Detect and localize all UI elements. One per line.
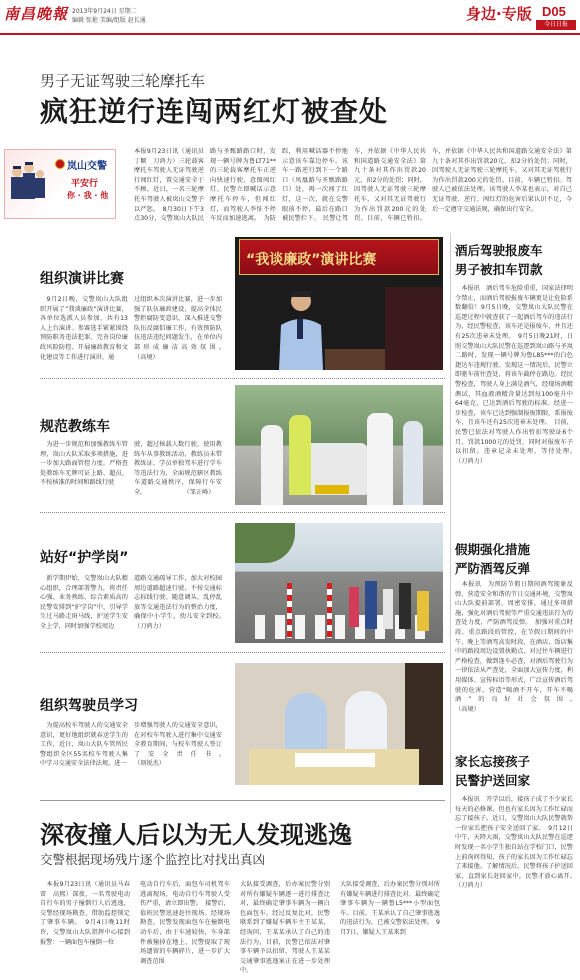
driving-school-photo xyxy=(235,385,443,505)
bottom-body-col-2: 电动自行车后，面包车司机驾车逃离现场，电动自行车驾驶人受伤严重，请立即出警。 接警后，值班民警迅速赶往现场。经现场勘查，民警发现面包车在撞倒电动车后，由于车速较快，车身部件被撞掉在地上，民警提取了现场遗留的车辆碎片，进一步扩大调查范围 xyxy=(140,881,230,965)
story-title-driving-school-cars: 规范教练车 xyxy=(40,419,110,435)
story-1-col-b: 过组织本次演讲比赛，进一步加强了队伍廉政建设，提高全体民警拒腐防变意识，深入推进交警队伍反腐倡廉工作，有效预防队伍违法违纪问题发生，在单位内部形成廉洁高效氛围。 （高境） xyxy=(134,296,222,361)
sidebar-story-3-body: 本报讯 开学以后，接孩子成了不少家长每天的必修课，但也有家长因为工作忙碌而忘了接孩子。近日，交警岚山大队民警就帮一位家长把孩子安全送回了家。 9月12日中午，天降大雨，交警岚山大队民警在巡逻时发现一名小学生独自站在学校门口，民警上前询问得知，孩子的家长因为工作忙碌忘了来接他。了解情况后，民警将孩子护送回家，直到家长赶回家中，民警才放心离开。 （刀鸿力） xyxy=(455,796,573,890)
story-4-col-b: 步增强驾驶人的交通安全意识，在对校车驾驶人进行集中交通安全教育期间，与校车驾驶人签订了安全责任书。 （刻锐杰） xyxy=(134,722,222,768)
barrier-post-left xyxy=(287,583,292,638)
story-3-separator xyxy=(40,652,445,653)
top-body-col-2: 路与圣甄路路口时，发现一辆号牌为鲁LT71**的三轮载客摩托车正逆向快速行驶，意图闯红灯。民警立即喊话示意摩托车停车，但闯红灯，而驾驶人李怔不停车反而加速逃离。 为防 xyxy=(210,148,276,223)
top-kicker: 男子无证驾驶三轮摩托车 xyxy=(40,72,206,90)
sidebar-story-3-title-2: 民警护送回家 xyxy=(455,773,531,788)
masthead-rule xyxy=(0,33,580,35)
barrier-post-right xyxy=(327,583,332,638)
students-group xyxy=(345,567,435,637)
sidebar-story-1-title-2: 男子被扣车罚款 xyxy=(455,262,543,277)
story-1-col-a: 9月2日晚，交警岚山大队组织开展了“我谈廉政”演讲比赛，各单位选派人员参加，共有13人上台演讲。参赛选手紧紧围绕预防职务违法犯罪、完善岗位廉政风险防控、开展廉政教育和文化建设等工作进行演讲，通 xyxy=(40,296,128,361)
today-badge: 今日日报 xyxy=(536,20,576,30)
badge-emblem-icon xyxy=(55,159,65,169)
top-headline: 疯狂逆行连闯两红灯被查处 xyxy=(40,95,389,128)
contest-banner-text: “我谈廉政”演讲比赛 xyxy=(246,252,377,268)
sidebar-story-3-title-1: 家长忘接孩子 xyxy=(455,754,531,769)
driver-study-photo xyxy=(235,663,443,785)
badge-name: 岚山交警 xyxy=(67,161,107,172)
bottom-headline: 深夜撞人后以为无人发现逃逸 xyxy=(40,821,352,849)
story-2-separator xyxy=(40,512,445,513)
officer-figure-1 xyxy=(261,425,283,505)
newspaper-logo: 南昌晚報 xyxy=(4,5,69,23)
story-2-col-a: 为进一步规范和加强教练车管理，岚山大队采取多项措施，进一步加大路面管控力度。严格查处教练车无牌可证上路、超员、不按核准的时间和路线行驶 xyxy=(40,441,128,487)
officer-seated-2 xyxy=(345,691,387,753)
bottom-subhead: 交警根据现场残片逐个监控比对找出真凶 xyxy=(40,852,266,867)
sidebar-story-2-title-1: 假期强化措施 xyxy=(455,542,531,557)
officer-figure-4 xyxy=(403,421,423,505)
traffic-police-badge xyxy=(4,149,116,219)
top-body-col-5 xyxy=(432,147,572,223)
officer-figure-2 xyxy=(289,415,311,495)
masthead xyxy=(0,0,580,34)
story-title-driver-study: 组织驾驶员学习 xyxy=(40,698,138,714)
stage-background xyxy=(385,287,443,370)
top-body-col-4: 车，并依据《中华人民共和国道路交通安全法》第九十条对其作出罚款20元，扣2分的处罚；同时，因驾驶人无证驾驶三轮摩托车，又对其无证驾驶行为作出罚款200元的处罚。目前，车辆已暂扣。 xyxy=(354,148,426,223)
trees xyxy=(235,523,295,563)
speech-contest-photo xyxy=(235,237,443,370)
papers-on-desk xyxy=(295,753,375,767)
badge-slogan-2: 你 · 我 · 他 xyxy=(67,191,109,200)
sidebar-story-1-body: 本报讯 酒后驾车危险重重，国家法律明令禁止，而酒后驾驶报废车辆更是让危险系数翻倍！9月5日晚，交警岚山大队民警在巡逻过程中就查获了一起酒后驾车的违法行为，经民警检查，该车还是报废车，并且还有25次违章未处理。 9月5日晚21时，日照交警岚山大队民警在巡逻到岚山路与圣岚二路时，发现一辆号牌为鲁L85***的白色捷达车违规行驶。发现这一情况后，民警立即驱车前往查处，将该车截停在路边。经民警检查，驾驶人身上满是酒气，经现场酒精测试，其血液酒精含量达到每100毫升中64毫克，已达到酒后驾驶的标准。经进一步检查，该车已达到强制报废期限，系报废车，且该车还有25次违章未处理。 目前，民警已依法对驾驶人作出暂扣驾驶证6个月、罚款1000元的处罚，同时对报废车予以扣留。违章记录未处理，等待处理。 （刀鸿力） xyxy=(455,285,573,465)
story-1-separator xyxy=(40,378,445,379)
bottom-body-col-3: 大队接受调查，后办案民警分别对所有嫌疑车辆逐一进行排查比对，最终确定肇事车辆为一辆白色面包车。经过反复比对，民警联系到了嫌疑车辆车主王某某，经询问，王某某承认了自己的违法行为，目前，民警已依法对肇事车辆予以扣留，驾驶人王某某交通肇事逃逸案正在进一步处理中。 xyxy=(240,881,330,975)
story-2-col-b: 驶，超过核载人数行驶、使用教练车从事教练活动、教练员未带教练证、学员单独驾车进行学车等违法行为，全面规范辖区教练车道路交通秩序，保障行车安全。 （邹正峰） xyxy=(134,441,222,496)
story-title-speech-contest: 组织演讲比赛 xyxy=(40,271,124,287)
bottom-story-top-rule xyxy=(40,800,445,801)
officer-seated-1 xyxy=(285,693,327,753)
sidebar-story-2-title-2: 严防酒驾反弹 xyxy=(455,561,531,576)
page-number: D05 xyxy=(542,4,566,19)
sidebar-divider xyxy=(450,233,451,813)
section-title: 身边·专版 xyxy=(466,5,532,23)
date-line: 2013年9月24日 星期二 xyxy=(72,8,137,15)
story-3-col-b: 道路交通疏导工作，加大对校园周边道路超速行驶、不按交通标志标线行驶、随意调头、乱停乱放等交通违法行为的整治力度，确保中小学生、幼儿安全到校。 （刀鸿力） xyxy=(134,575,222,630)
editor-line: 编辑 张艳 美编/组版 赵长通 xyxy=(72,17,146,24)
school-crossing-photo xyxy=(235,523,443,643)
story-4-col-a: 为提高校车驾驶人的交通安全意识，更好地组织就春送学生的工作，近日，岚山大队车管所民警组织全区55名校车驾驶人集中学习交通安全法律法规，进一 xyxy=(40,722,128,768)
sidebar-story-1-title-1: 酒后驾驶报废车 xyxy=(455,243,543,258)
bottom-body-col-1: 本报9月23日讯（通讯员马春雷 高熙）深夜，一名驾驶电动自行车的男子撞倒行人后逃逸，交警经现场勘查，借助监控锁定了肇事车辆。 9月4日晚11时许，交警岚山大队指挥中心接到报警：一辆面包车撞倒一位 xyxy=(40,881,130,946)
top-body-continued: 车，并依据《中华人民共和国道路交通安全法》第九十条对其作出罚款20元，扣2分的处罚；同时，因驾驶人无证驾驶三轮摩托车，又对其无证驾驶行为作出罚款200元的处罚。目前，车辆已暂扣。驾驶人已被依法处理。该驾驶人李某也表示，对自己无证驾驶、逆行、闯红灯的危害后果认识不足，今后一定遵守交通法规，确保出行安全。 xyxy=(432,148,572,213)
story-title-school-guard: 站好“护学岗” xyxy=(40,550,129,566)
license-plate xyxy=(315,485,349,494)
officer-figure-3 xyxy=(367,413,393,505)
top-body-col-3: 踪，利用喊话器不停地示意该车靠边停车。该车一路逆行到下一个路口（凤凰路与圣甄路路口）处，再一次闯了红灯，这一次，就在交警眼前不停，最后在路口被民警拦下。 民警让驾 xyxy=(282,148,348,223)
story-3-col-a: 新学期伊始，交警岚山大队精心组织，合理部署警力，将责任心强、业务熟练、综合素质高的民警安排到“护学岗”中，引导学生过马路走斑马线，护送学生安全上学，同时加强学校周边 xyxy=(40,575,128,630)
contest-banner xyxy=(239,239,439,275)
police-figures-icon xyxy=(7,156,47,216)
sidebar-story-2-body: 本报讯 为预防节假日期间酒驾现象反弹，营造安全和谐的节日交通环境，交警岚山大队提前部署、周密安排，通过多项措施，强化对酒后驾驶等严重交通违法行为的查处力度，严防酒驾反弹。 加强对重点时段、重点路段的管控，在节假日期间的中午、晚上等酒驾高发时段，在酒店、饭店集中的路段周边设置执勤点，对过往车辆进行严格检查，做到逢车必查，对酒后驾驶行为一律依法从严查处，全面加大宣传力度，利用媒体、宣传标语等形式，广泛宣传酒后驾驶的危害，营造“喝酒不开车，开车不喝酒”的良好社会氛围。 （高境） xyxy=(455,581,573,713)
badge-slogan-1: 平安行 xyxy=(71,179,99,189)
bottom-body-col-4: 大队接受调查，后办案民警分别对所有嫌疑车辆进行排查比对，最终确定肇事车辆为一辆鲁L5***小型面包车。目前，王某承认了自己肇事逃逸的违法行为，已被交警依法处理。 9月7日，嫌疑人王某来到 xyxy=(340,881,440,936)
top-body-col-1: 本报9月23日讯（通讯员丁颖 刀鸿力）三轮载客摩托车驾驶人无证驾驶逆行闯红灯，置交通安全于不顾。近日，一名三轮摩托车驾驶人被岚山交警予以严惩。 8月30日下午3点30分，交警岚山大队民 xyxy=(134,148,204,223)
